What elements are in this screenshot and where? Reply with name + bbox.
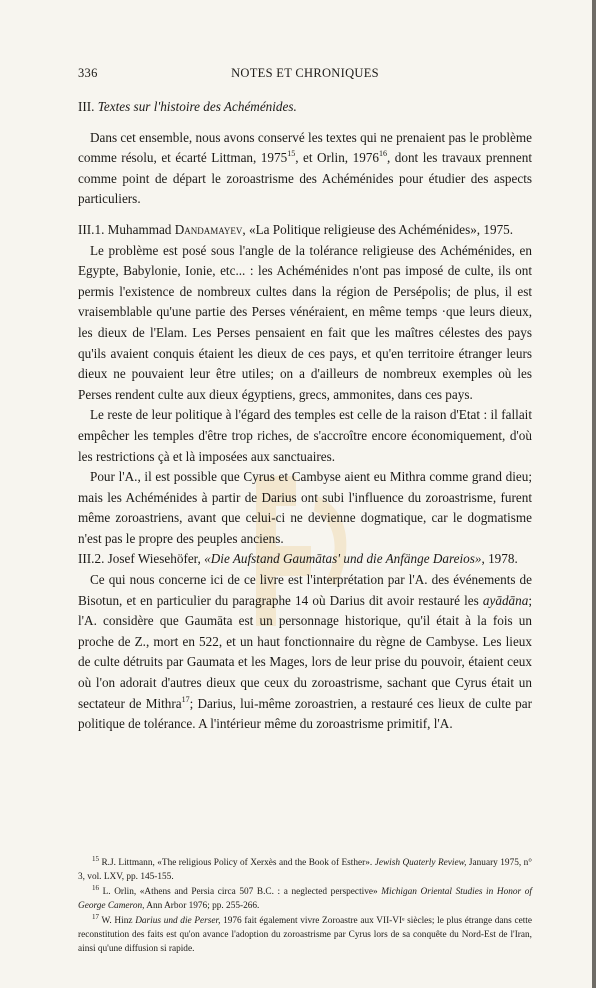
paragraph: Pour l'A., il est possible que Cyrus et Cambyse aient eu Mithra comme grand dieu; mais les Achéménides à partir de Darius ont subi l'influence du zoroastrisme, furent même zoroastriens, avant que celui-ci ne devienne dogmatique, car le dogmatisme n'est pas le propre des peuples anciens. bbox=[78, 469, 532, 546]
section-intro: Dans cet ensemble, nous avons conservé les textes qui ne prenaient pas le problème comme résolu, et écarté Littman, 1975$^{15}$, et Orlin, 1976$^{16}$, dont les travaux prennent comme point de départ le zoroastrisme des Achéménides pour étudier des aspects particuliers. bbox=[78, 129, 533, 207]
page-edge-shadow bbox=[592, 0, 596, 988]
paragraph: Le reste de leur politique à l'égard des temples est celle de la raison d'Etat : il fallait empêcher les temples d'être trop riches, de s'accroître encore économiquement, d'où les restrictions çà et là imposées aux sanctuaires. bbox=[78, 407, 532, 464]
paragraph: Le problème est posé sous l'angle de la tolérance religieuse des Achéménides, en Egypte, Babylonie, Ionie, etc... : les Achéménides n'ont pas imposé de culte, ils ont permis l'existence de nombreux cultes dans la région de Persépolis; de plus, il est vraisemblable qu'une partie des Perses vénéraient, en même temps ·que leurs dieux, les dieux de l'Elam. Les Perses pensaient en fait que les maîtres célestes des pays qu'ils avaient conquis étaient les dieux de ces pays, et qu'en territoire étranger leurs dieux ne pouvaient leur être utiles; on a d'ailleurs de nombreux exemples où les Perses rendent culte aux dieux égyptiens, grecs, ammonites, dans ces pays. bbox=[78, 242, 532, 402]
footnote: $^{17}$ W. Hinz Darius und die Perser, 1976 fait également vivre Zoroastre aux VII-VIᵉ siècles; le plus étrange dans cette reconstitution des faits est qu'on avance l'adoption du zoroastrisme par Cyrus lors de sa conquête du Nord-Est de l'Iran, ainsi qu'une diffusion si rapide. bbox=[78, 912, 533, 955]
paragraph: Ce qui nous concerne ici de ce livre est l'interprétation par l'A. des événements de Bisotun, et en particulier du paragraphe 14 où Darius dit avoir restauré les ayādāna; l'A. considère que Gaumāta est un personnage historique, qu'il était à la fois un proche de Z., mort en 522, et un haut fonctionnaire du règne de Cambyse. Les lieux de culte détruits par Gaumata et les Mages, lors de leur prise du pouvoir, étaient ceux où l'on adorait d'autres dieux que ceux du zoroastrisme, sachant que Cyrus était un sectateur de Mithra$^{17}$; Darius, lui-même zoroastrien, a restauré ces lieux de culte par politique de tolérance. A l'intérieur même du zoroastrisme primitif, l'A. bbox=[78, 572, 532, 732]
item-heading-1: III.1. Muhammad Dandamayev, «La Politique religieuse des Achéménides», 1975. bbox=[78, 221, 514, 237]
section-title: Textes sur l'histoire des Achéménides. bbox=[97, 99, 297, 114]
footnote-ref-17: 17 bbox=[181, 694, 190, 704]
footnote: $^{16}$ L. Orlin, «Athens and Persia circa 507 B.C. : a neglected perspective» Michigan Oriental Studies in Honor of George Cameron, Ann Arbor 1976; pp. 255-266. bbox=[78, 883, 532, 912]
item-heading-2: III.2. Josef Wiesehöfer, «Die Aufstand Gaumātas' und die Anfänge Dareios», 1978. bbox=[78, 551, 518, 567]
section-heading: III. Textes sur l'histoire des Achéménides. bbox=[78, 99, 297, 114]
footnotes bbox=[78, 856, 532, 957]
author-name: Dandamayev bbox=[174, 221, 243, 237]
footnote-ref-15: 15 bbox=[287, 149, 296, 159]
footnote-ref-16: 16 bbox=[378, 149, 387, 159]
main-text bbox=[78, 97, 532, 735]
footnote: $^{15}$ R.J. Littmann, «The religious Policy of Xerxès and the Book of Esther». Jewish Quaterly Review, January 1975, n° 3, vol. LXV, pp. 145-155. bbox=[78, 855, 533, 883]
term: ayādāna bbox=[482, 592, 529, 608]
page-number: 336 bbox=[78, 66, 98, 80]
book-title: «Die Aufstand Gaumātas' und die Anfänge Dareios» bbox=[204, 551, 482, 567]
running-title: NOTES ET CHRONIQUES bbox=[231, 66, 379, 80]
